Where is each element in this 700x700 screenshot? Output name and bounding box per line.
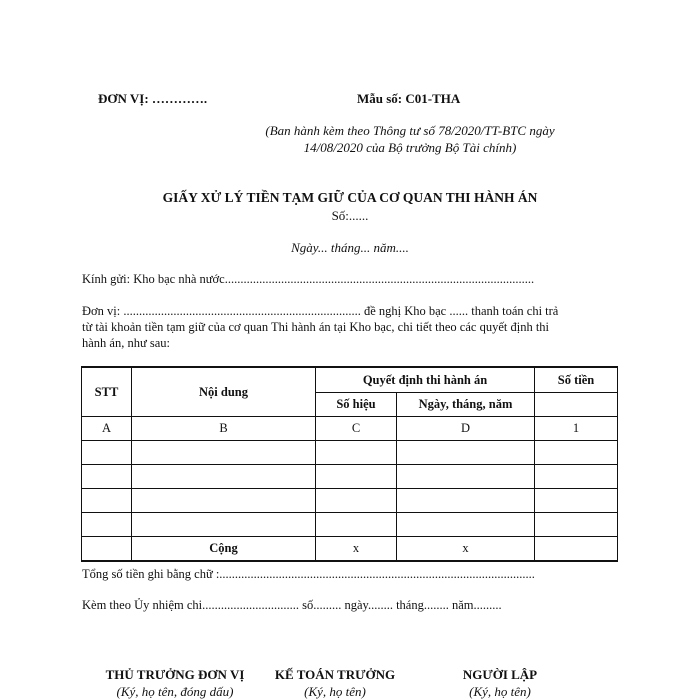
amount-in-words: Tổng số tiền ghi bằng chữ :..................................................................................................... xyxy=(82,567,535,581)
signature-note-head: (Ký, họ tên, đóng dấu) xyxy=(116,684,234,699)
table-cell xyxy=(397,441,535,465)
table-row xyxy=(82,489,618,513)
table-cell xyxy=(132,513,316,537)
body-line-3: hành án, như sau: xyxy=(82,336,171,350)
table-row xyxy=(82,513,618,537)
body-line-1: Đơn vị: ............................................................................ đề nghị Kho bạc ...... thanh toán chi trả xyxy=(82,304,559,318)
code-cell: A xyxy=(82,417,132,441)
header-date: Ngày, tháng, năm xyxy=(397,393,535,417)
table-cell xyxy=(82,537,132,562)
table-cell xyxy=(82,489,132,513)
table-cell xyxy=(132,441,316,465)
table-cell xyxy=(316,441,397,465)
table-cell xyxy=(82,513,132,537)
signature-title-chief-accountant: KẾ TOÁN TRƯỞNG xyxy=(274,667,396,682)
table-cell xyxy=(316,489,397,513)
code-cell: C xyxy=(316,417,397,441)
decision-table xyxy=(81,366,618,562)
table-row xyxy=(82,465,618,489)
total-amount xyxy=(535,537,618,562)
table-cell xyxy=(132,465,316,489)
table-cell xyxy=(82,441,132,465)
date-line: Ngày... tháng... năm.... xyxy=(291,240,409,255)
signature-title-head: THỦ TRƯỞNG ĐƠN VỊ xyxy=(105,667,245,682)
table-cell xyxy=(397,465,535,489)
table-cell xyxy=(397,489,535,513)
total-row xyxy=(82,537,618,562)
header-amount-sub xyxy=(535,393,618,417)
code-cell: B xyxy=(132,417,316,441)
table-cell xyxy=(535,513,618,537)
unit-label: ĐƠN VỊ: …………. xyxy=(98,91,208,106)
header-decision: Quyết định thi hành án xyxy=(316,367,535,393)
total-number: x xyxy=(316,537,397,562)
attachment-line: Kèm theo Ủy nhiệm chi............................... số......... ngày........ tháng........ năm......... xyxy=(82,598,502,612)
header-content: Nội dung xyxy=(132,367,316,417)
header-number: Số hiệu xyxy=(316,393,397,417)
header-amount: Số tiền xyxy=(535,367,618,393)
signature-note-chief-accountant: (Ký, họ tên) xyxy=(304,684,366,699)
signature-note-preparer: (Ký, họ tên) xyxy=(469,684,531,699)
code-row xyxy=(82,417,618,441)
table-cell xyxy=(535,465,618,489)
table-cell xyxy=(535,441,618,465)
table-cell xyxy=(316,465,397,489)
table-cell xyxy=(316,513,397,537)
issued-by-line-2: 14/08/2020 của Bộ trưởng Bộ Tài chính) xyxy=(303,140,517,155)
code-cell: 1 xyxy=(535,417,618,441)
header-stt: STT xyxy=(82,367,132,417)
code-cell: D xyxy=(397,417,535,441)
table-cell xyxy=(132,489,316,513)
table-cell xyxy=(397,513,535,537)
document-number: Số:...... xyxy=(331,208,369,223)
total-label: Cộng xyxy=(132,537,316,562)
issued-by-line-1: (Ban hành kèm theo Thông tư số 78/2020/TT-BTC ngày xyxy=(265,123,555,138)
table-cell xyxy=(82,465,132,489)
total-date: x xyxy=(397,537,535,562)
table-cell xyxy=(535,489,618,513)
body-line-2: từ tài khoản tiền tạm giữ của cơ quan Thi hành án tại Kho bạc, chi tiết theo các quyết định thi xyxy=(82,320,550,334)
document-title: GIẤY XỬ LÝ TIỀN TẠM GIỮ CỦA CƠ QUAN THI HÀNH ÁN xyxy=(162,190,538,205)
recipient-line: Kính gửi: Kho bạc nhà nước................................................................................................... xyxy=(82,272,535,286)
signature-title-preparer: NGƯỜI LẬP xyxy=(462,667,538,682)
table-row xyxy=(82,441,618,465)
form-number: Mẫu số: C01-THA xyxy=(357,91,461,106)
